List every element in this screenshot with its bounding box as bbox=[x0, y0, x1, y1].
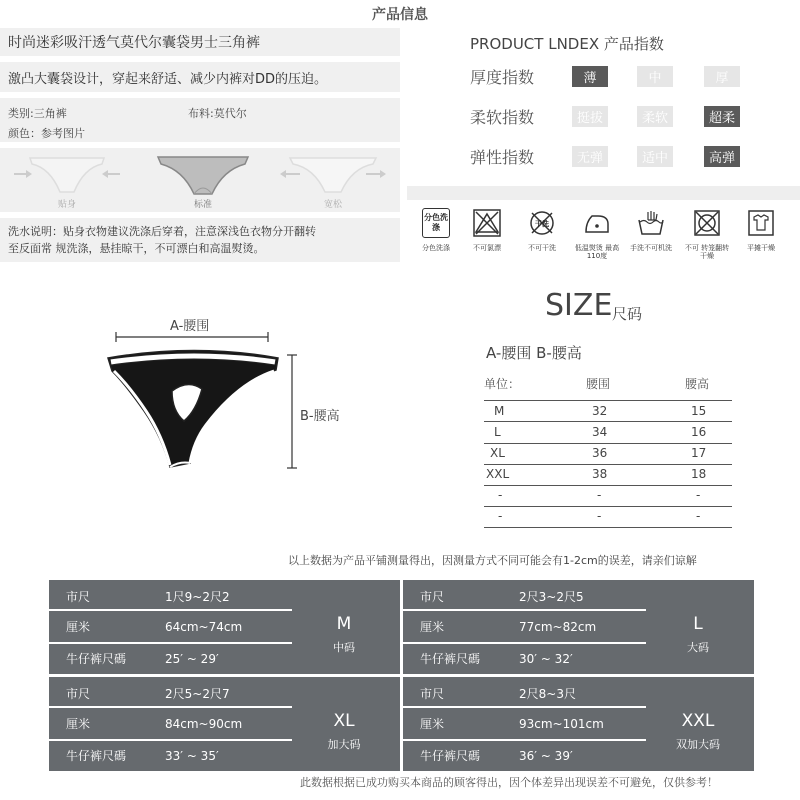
elasticity-high: 高弹 bbox=[704, 146, 740, 167]
svg-text:干洗: 干洗 bbox=[535, 220, 549, 228]
conversion-row bbox=[403, 740, 643, 771]
table-line bbox=[484, 400, 732, 401]
conversion-key: 市尺 bbox=[66, 687, 91, 701]
conversion-value: 25′ ~ 29′ bbox=[165, 651, 219, 666]
size-cell: 36 bbox=[592, 446, 608, 460]
size-code: XXL bbox=[681, 711, 715, 731]
conversion-row bbox=[49, 643, 289, 674]
table-line bbox=[484, 464, 732, 465]
care-label: 不可 转笼翻转干燥 bbox=[684, 244, 730, 260]
size-cell: - bbox=[597, 488, 602, 502]
diagram-height-label: B-腰高 bbox=[300, 409, 340, 424]
care-label: 分色洗涤 bbox=[422, 244, 450, 252]
conversion-value: 64cm~74cm bbox=[165, 619, 243, 634]
conversion-row bbox=[403, 708, 643, 739]
product-category: 类别:三角裤 bbox=[8, 107, 67, 120]
conversion-box-m bbox=[49, 580, 400, 674]
size-cell: 34 bbox=[592, 425, 608, 439]
elasticity-medium: 适中 bbox=[637, 146, 673, 167]
table-line bbox=[484, 443, 732, 444]
no-bleach-icon bbox=[472, 208, 502, 238]
divider bbox=[407, 186, 800, 200]
conversion-value: 36′ ~ 39′ bbox=[519, 748, 573, 763]
fit-label: 标准 bbox=[193, 200, 212, 210]
measurement-disclaimer: 以上数据为产品平铺测量得出，因测量方式不同可能会有1-2cm的误差，请亲们谅解 bbox=[288, 554, 697, 567]
conversion-key: 牛仔裤尺碼 bbox=[420, 749, 481, 763]
no-dryclean-icon bbox=[527, 208, 557, 238]
fit-label: 宽松 bbox=[323, 200, 342, 210]
conversion-key: 厘米 bbox=[66, 717, 91, 731]
conversion-key: 牛仔裤尺碼 bbox=[420, 652, 481, 666]
care-label: 低温熨烫 最高110度 bbox=[574, 244, 620, 260]
conversion-key: 市尺 bbox=[420, 687, 445, 701]
size-cell: 32 bbox=[592, 404, 608, 418]
size-cell: 16 bbox=[691, 425, 707, 439]
size-cell: - bbox=[597, 509, 602, 523]
index-title: PRODUCT LNDEX 产品指数 bbox=[470, 35, 664, 53]
conversion-key: 市尺 bbox=[420, 590, 445, 604]
size-cell: - bbox=[498, 509, 503, 523]
conversion-key: 牛仔裤尺碼 bbox=[66, 652, 127, 666]
size-cell: - bbox=[696, 488, 701, 502]
conversion-key: 牛仔裤尺碼 bbox=[66, 749, 127, 763]
briefs-diagram bbox=[100, 325, 300, 475]
care-label: 平摊干燥 bbox=[747, 244, 775, 252]
product-meta bbox=[0, 98, 400, 142]
care-low-iron bbox=[572, 208, 622, 260]
size-cell: 15 bbox=[691, 404, 707, 418]
size-header-height: 腰高 bbox=[685, 377, 710, 391]
conversion-value: 93cm~101cm bbox=[519, 716, 604, 731]
size-name: 中码 bbox=[333, 641, 355, 654]
care-label: 不可氯漂 bbox=[473, 244, 501, 252]
briefs-loose-icon bbox=[278, 152, 388, 200]
conversion-box-xxl bbox=[403, 677, 754, 771]
no-tumble-dry-icon bbox=[692, 208, 722, 238]
conversion-value: 30′ ~ 32′ bbox=[519, 651, 573, 666]
care-no-dryclean bbox=[517, 208, 567, 252]
footer-note: 此数据根据已成功购买本商品的顾客得出，因个体差异出现误差不可避免，仅供参考！ bbox=[300, 776, 718, 789]
care-hand-wash bbox=[626, 208, 676, 252]
thickness-thick: 厚 bbox=[704, 66, 740, 87]
size-code: XL bbox=[333, 711, 355, 731]
softness-soft: 柔软 bbox=[637, 106, 673, 127]
fit-option-standard bbox=[148, 152, 258, 210]
table-line bbox=[484, 527, 732, 528]
briefs-standard-icon bbox=[148, 152, 258, 200]
product-fabric: 布料:莫代尔 bbox=[188, 107, 247, 120]
conversion-key: 厘米 bbox=[66, 620, 91, 634]
care-no-bleach bbox=[462, 208, 512, 252]
conversion-value: 2尺3~2尺5 bbox=[519, 590, 584, 604]
conversion-value: 77cm~82cm bbox=[519, 619, 597, 634]
conversion-row bbox=[403, 581, 643, 612]
softness-firm: 挺拔 bbox=[572, 106, 608, 127]
size-cell: L bbox=[494, 425, 501, 439]
product-color: 颜色：参考图片 bbox=[8, 127, 85, 140]
size-cell: XXL bbox=[486, 467, 510, 481]
table-line bbox=[484, 485, 732, 486]
table-line bbox=[484, 506, 732, 507]
conversion-value: 33′ ~ 35′ bbox=[165, 748, 219, 763]
briefs-tight-icon bbox=[12, 152, 122, 200]
wash-instructions bbox=[0, 218, 400, 262]
product-name: 时尚迷彩吸汗透气莫代尔囊袋男士三角裤 bbox=[0, 28, 400, 56]
conversion-row bbox=[49, 708, 289, 739]
conversion-row bbox=[403, 643, 643, 674]
size-name: 大码 bbox=[687, 641, 709, 654]
size-name: 双加大码 bbox=[676, 738, 720, 751]
index-label-thickness: 厚度指数 bbox=[470, 68, 535, 87]
care-flat-dry bbox=[736, 208, 786, 252]
fit-selector bbox=[0, 148, 400, 212]
size-code: L bbox=[693, 614, 703, 634]
softness-ultra: 超柔 bbox=[704, 106, 740, 127]
wash-line: 至反面常 规洗涤，悬挂晾干，不可漂白和高温熨烫。 bbox=[8, 242, 265, 255]
care-no-tumble-dry bbox=[682, 208, 732, 260]
wash-line: 洗水说明：贴身衣物建议洗涤后穿着，注意深浅色衣物分开翻转 bbox=[8, 225, 316, 238]
sort-colors-icon: 分色洗涤 bbox=[422, 208, 450, 238]
conversion-value: 2尺8~3尺 bbox=[519, 687, 576, 701]
conversion-value: 84cm~90cm bbox=[165, 716, 243, 731]
size-code: M bbox=[336, 614, 352, 634]
elasticity-none: 无弹 bbox=[572, 146, 608, 167]
conversion-key: 厘米 bbox=[420, 717, 445, 731]
size-cell: 17 bbox=[691, 446, 707, 460]
size-header-unit: 单位： bbox=[484, 377, 521, 391]
fit-option-tight bbox=[12, 152, 122, 210]
size-name: 加大码 bbox=[327, 738, 361, 751]
conversion-box-l bbox=[403, 580, 754, 674]
care-sort-colors bbox=[411, 208, 461, 252]
conversion-row bbox=[49, 611, 289, 642]
hand-wash-icon bbox=[636, 208, 666, 238]
conversion-key: 厘米 bbox=[420, 620, 445, 634]
fit-label: 贴身 bbox=[57, 200, 76, 210]
care-label: 手洗不可机洗 bbox=[630, 244, 672, 252]
product-feature: 激凸大囊袋设计，穿起来舒适、减少内裤对DD的压迫。 bbox=[0, 62, 400, 92]
size-header-waist: 腰围 bbox=[586, 377, 611, 391]
index-label-elasticity: 弹性指数 bbox=[470, 148, 535, 167]
size-cell: 18 bbox=[691, 467, 707, 481]
size-cell: 38 bbox=[592, 467, 608, 481]
size-subtitle: A-腰围 B-腰高 bbox=[486, 344, 582, 362]
index-label-softness: 柔软指数 bbox=[470, 108, 535, 127]
conversion-value: 1尺9~2尺2 bbox=[165, 590, 230, 604]
size-cell: - bbox=[696, 509, 701, 523]
fit-option-loose bbox=[278, 152, 388, 210]
conversion-row bbox=[49, 678, 289, 709]
conversion-row bbox=[49, 740, 289, 771]
size-title-cn: 尺码 bbox=[612, 305, 643, 323]
thickness-medium: 中 bbox=[637, 66, 673, 87]
conversion-value: 2尺5~2尺7 bbox=[165, 687, 230, 701]
low-iron-icon bbox=[582, 208, 612, 238]
conversion-key: 市尺 bbox=[66, 590, 91, 604]
page-title: 产品信息 bbox=[372, 7, 428, 23]
size-cell: - bbox=[498, 488, 503, 502]
thickness-thin: 薄 bbox=[572, 66, 608, 87]
size-title: SIZE bbox=[545, 288, 613, 323]
conversion-row bbox=[403, 678, 643, 709]
diagram-width-label: A-腰围 bbox=[170, 319, 210, 334]
flat-dry-icon bbox=[746, 208, 776, 238]
care-label: 不可干洗 bbox=[528, 244, 556, 252]
size-cell: XL bbox=[490, 446, 505, 460]
conversion-box-xl bbox=[49, 677, 400, 771]
table-line bbox=[484, 421, 732, 422]
size-cell: M bbox=[494, 404, 505, 418]
conversion-row bbox=[403, 611, 643, 642]
conversion-row bbox=[49, 581, 289, 612]
